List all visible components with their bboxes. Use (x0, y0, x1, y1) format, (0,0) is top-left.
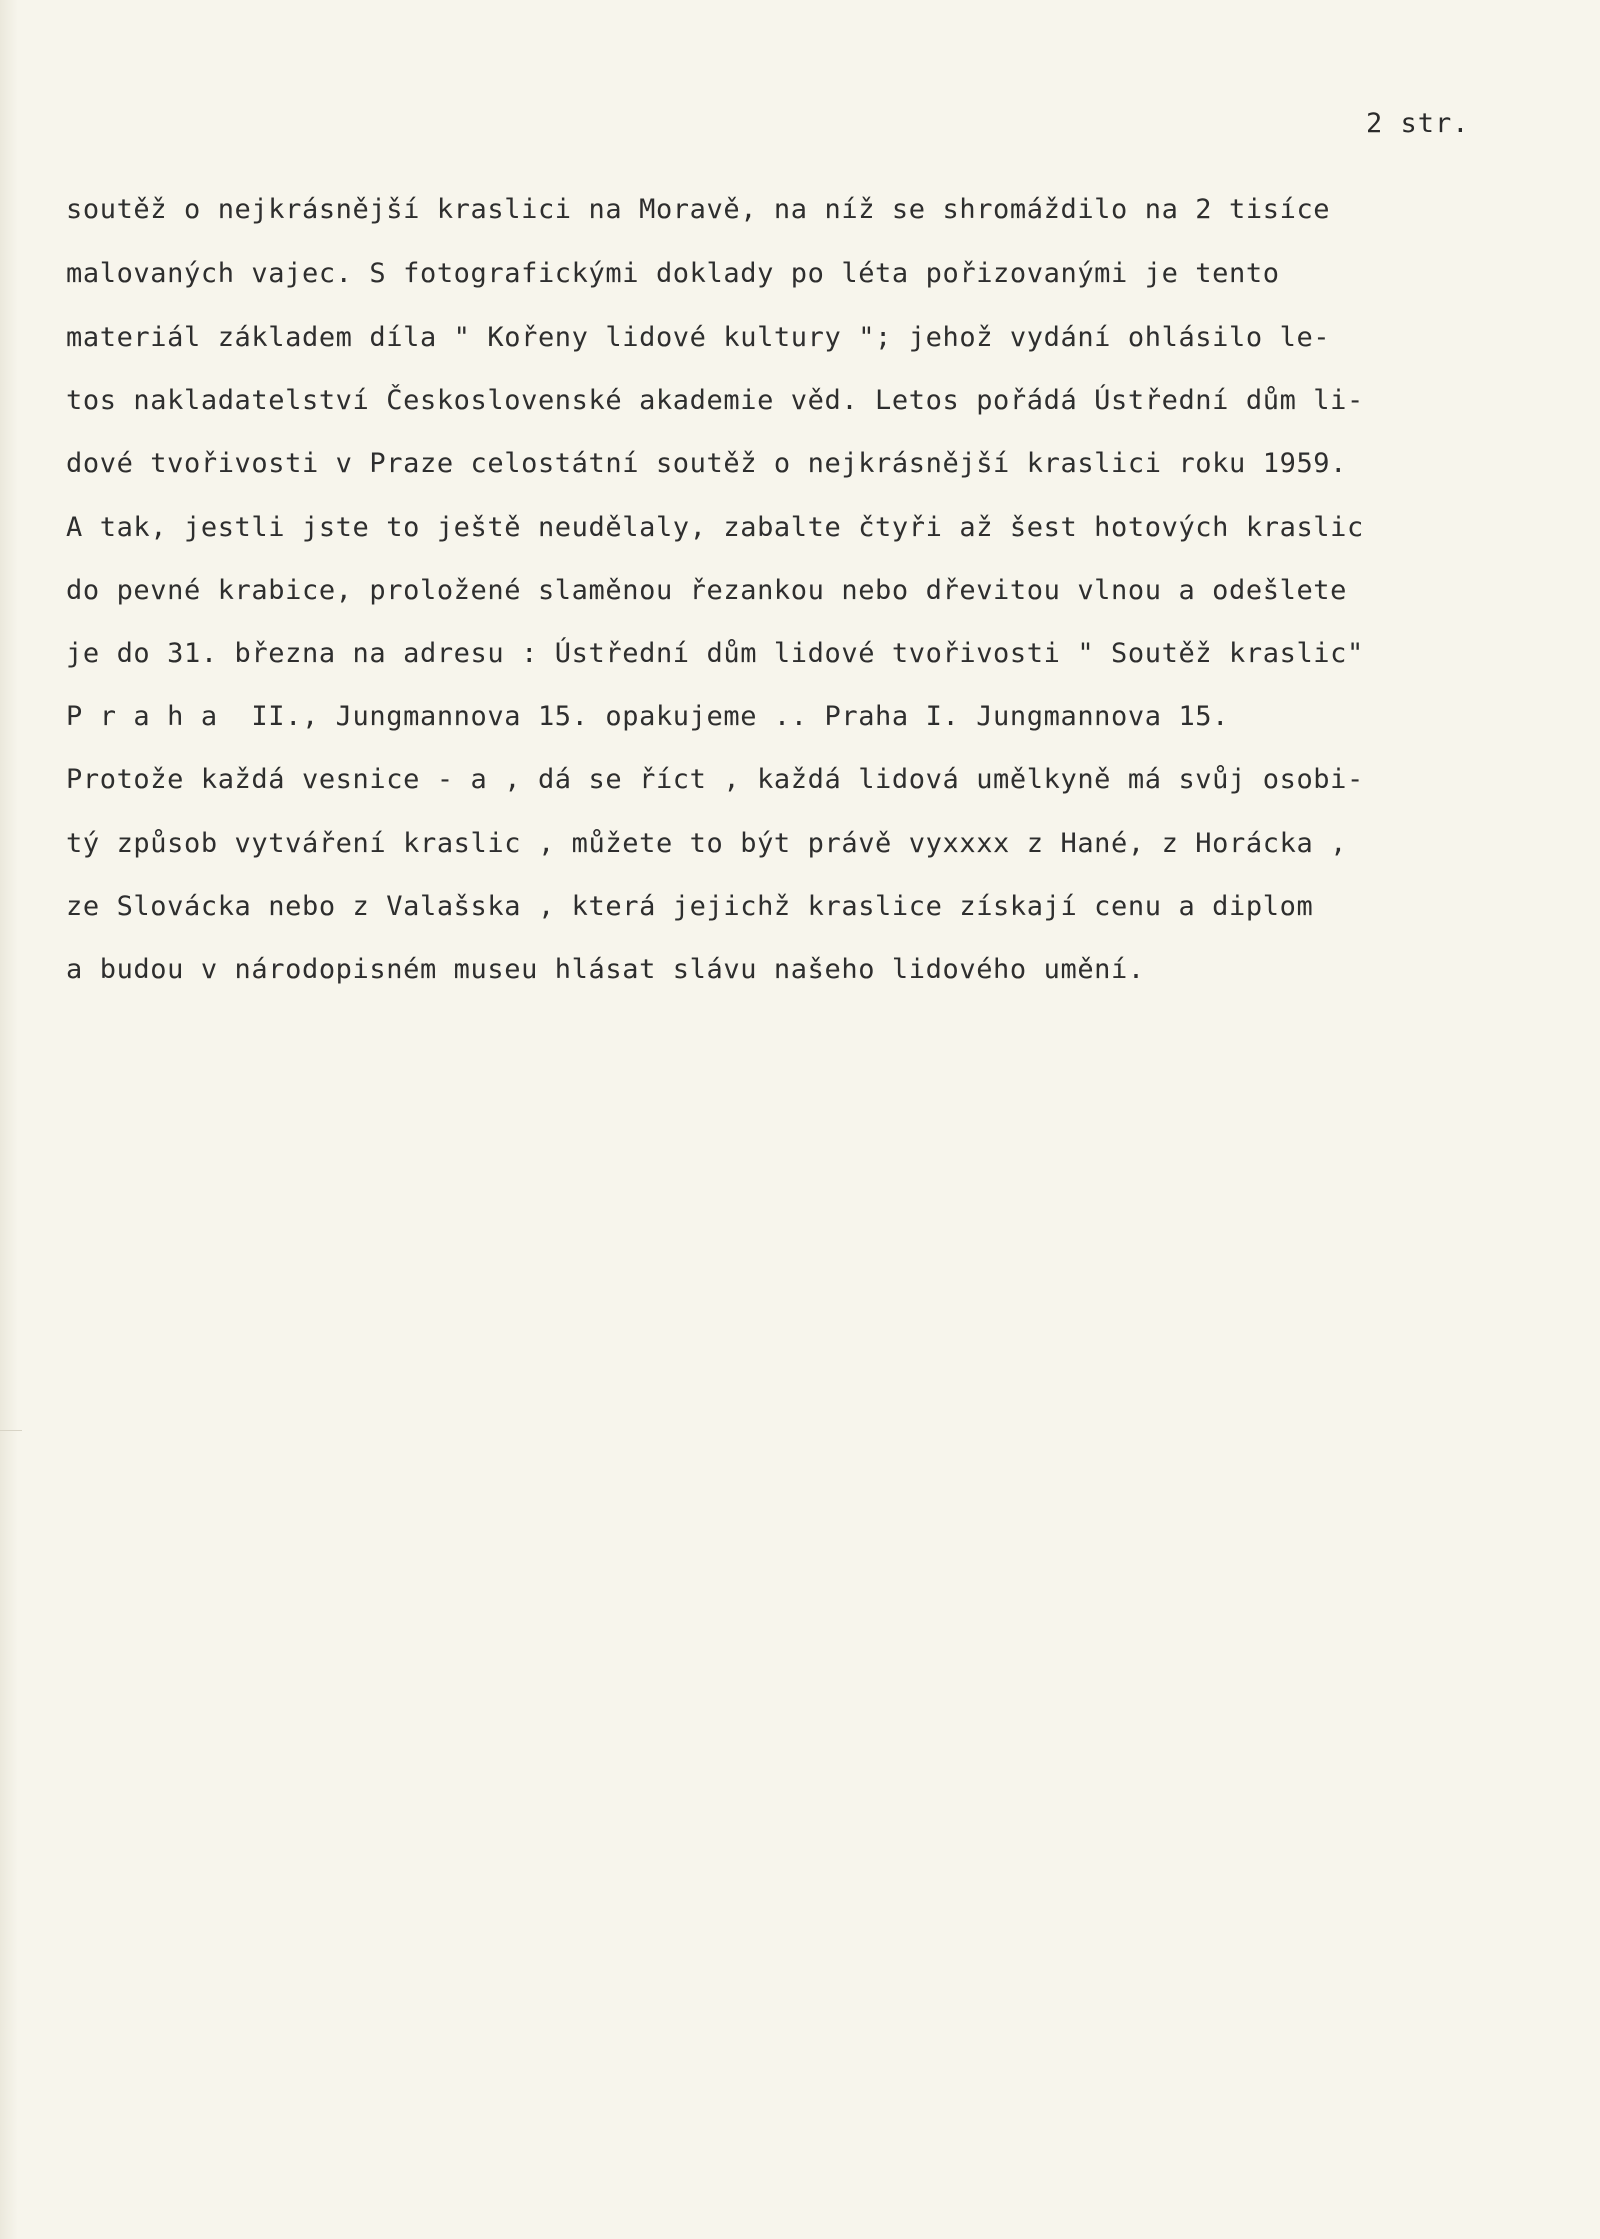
text-line: tos nakladatelství Československé akademie věd. Letos pořádá Ústřední dům li- (66, 384, 1364, 416)
text-line: materiál základem díla " Kořeny lidové kultury "; jehož vydání ohlásilo le- (66, 321, 1331, 353)
text-line: P r a h a II., Jungmannova 15. opakujeme .. Praha I. Jungmannova 15. (66, 700, 1230, 732)
text-line: malovaných vajec. S fotografickými doklady po léta pořizovanými je tento (66, 257, 1280, 289)
paper-crease (0, 1430, 22, 1431)
text-line: a budou v národopisném museu hlásat slávu našeho lidového umění. (66, 953, 1145, 985)
text-line: tý způsob vytváření kraslic , můžete to být právě vyxxxx z Hané, z Horácka , (66, 827, 1348, 859)
sheet-edge-shadow (0, 0, 18, 2239)
text-line: Protože každá vesnice - a , dá se říct , každá lidová umělkyně má svůj osobi- (66, 763, 1364, 795)
text-line: je do 31. března na adresu : Ústřední dům lidové tvořivosti " Soutěž kraslic" (66, 637, 1364, 669)
text-line: do pevné krabice, proložené slaměnou řezankou nebo dřevitou vlnou a odešlete (66, 574, 1348, 606)
text-line: A tak, jestli jste to ještě neudělaly, zabalte čtyři až šest hotových kraslic (66, 511, 1364, 543)
page-number: 2 str. (1366, 108, 1470, 139)
text-line: ze Slovácka nebo z Valašska , která jejichž kraslice získají cenu a diplom (66, 890, 1314, 922)
text-line: soutěž o nejkrásnější kraslici na Moravě, na níž se shromáždilo na 2 tisíce (66, 193, 1331, 225)
text-line: dové tvořivosti v Praze celostátní soutěž o nejkrásnější kraslici roku 1959. (66, 447, 1348, 479)
